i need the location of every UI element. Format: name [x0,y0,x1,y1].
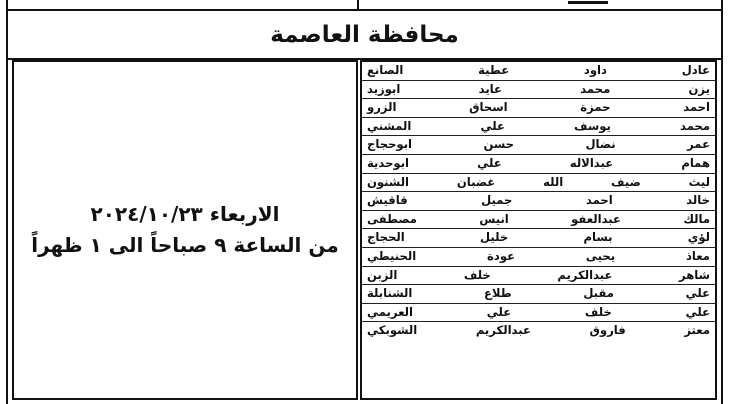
name-row: مالك عبدالعفو انيس مصطفى [362,211,715,230]
schedule-cell [12,60,358,400]
name-row: شاهر عبدالكريم خلف الزبن [362,267,715,286]
name-row: عادل داود عطية الصانع [362,62,715,81]
name-row: لؤي بسام خليل الحجاج [362,229,715,248]
schedule-time: من الساعة ٩ صباحاً الى ١ ظهراً [31,233,339,257]
name-row: عمر نضال حسن ابوحجاج [362,136,715,155]
name-row: معتز فاروق عبدالكريم الشوبكي [367,323,710,338]
name-row: احمد حمزة اسحاق الزرو [362,99,715,118]
cropped-text-fragment [568,1,608,4]
region-title: محافظة العاصمة [270,21,459,48]
name-row: علي مقبل طلاع الشنابلة [362,285,715,304]
name-row: معاذ يحيى عودة الحنيطي [362,248,715,267]
name-row: محمد يوسف علي المشني [362,118,715,137]
name-row: همام عبدالاله علي ابوحدية [362,155,715,174]
schedule-date: الاربعاء ٢٠٢٤/١٠/٢٣ [90,202,280,226]
name-row: علي خلف علي العريمي [362,304,715,323]
name-row: خالد احمد جميل قاقيش [362,192,715,211]
column-divider [357,0,359,9]
name-row: ليث ضيف الله غضبان الشنون [362,174,715,193]
previous-table-edge [8,0,721,11]
name-row: يزن محمد عايد ابوزيد [362,81,715,100]
region-header [8,11,721,60]
schedule-table [8,58,721,404]
names-list [360,60,717,400]
document-frame [6,0,723,404]
